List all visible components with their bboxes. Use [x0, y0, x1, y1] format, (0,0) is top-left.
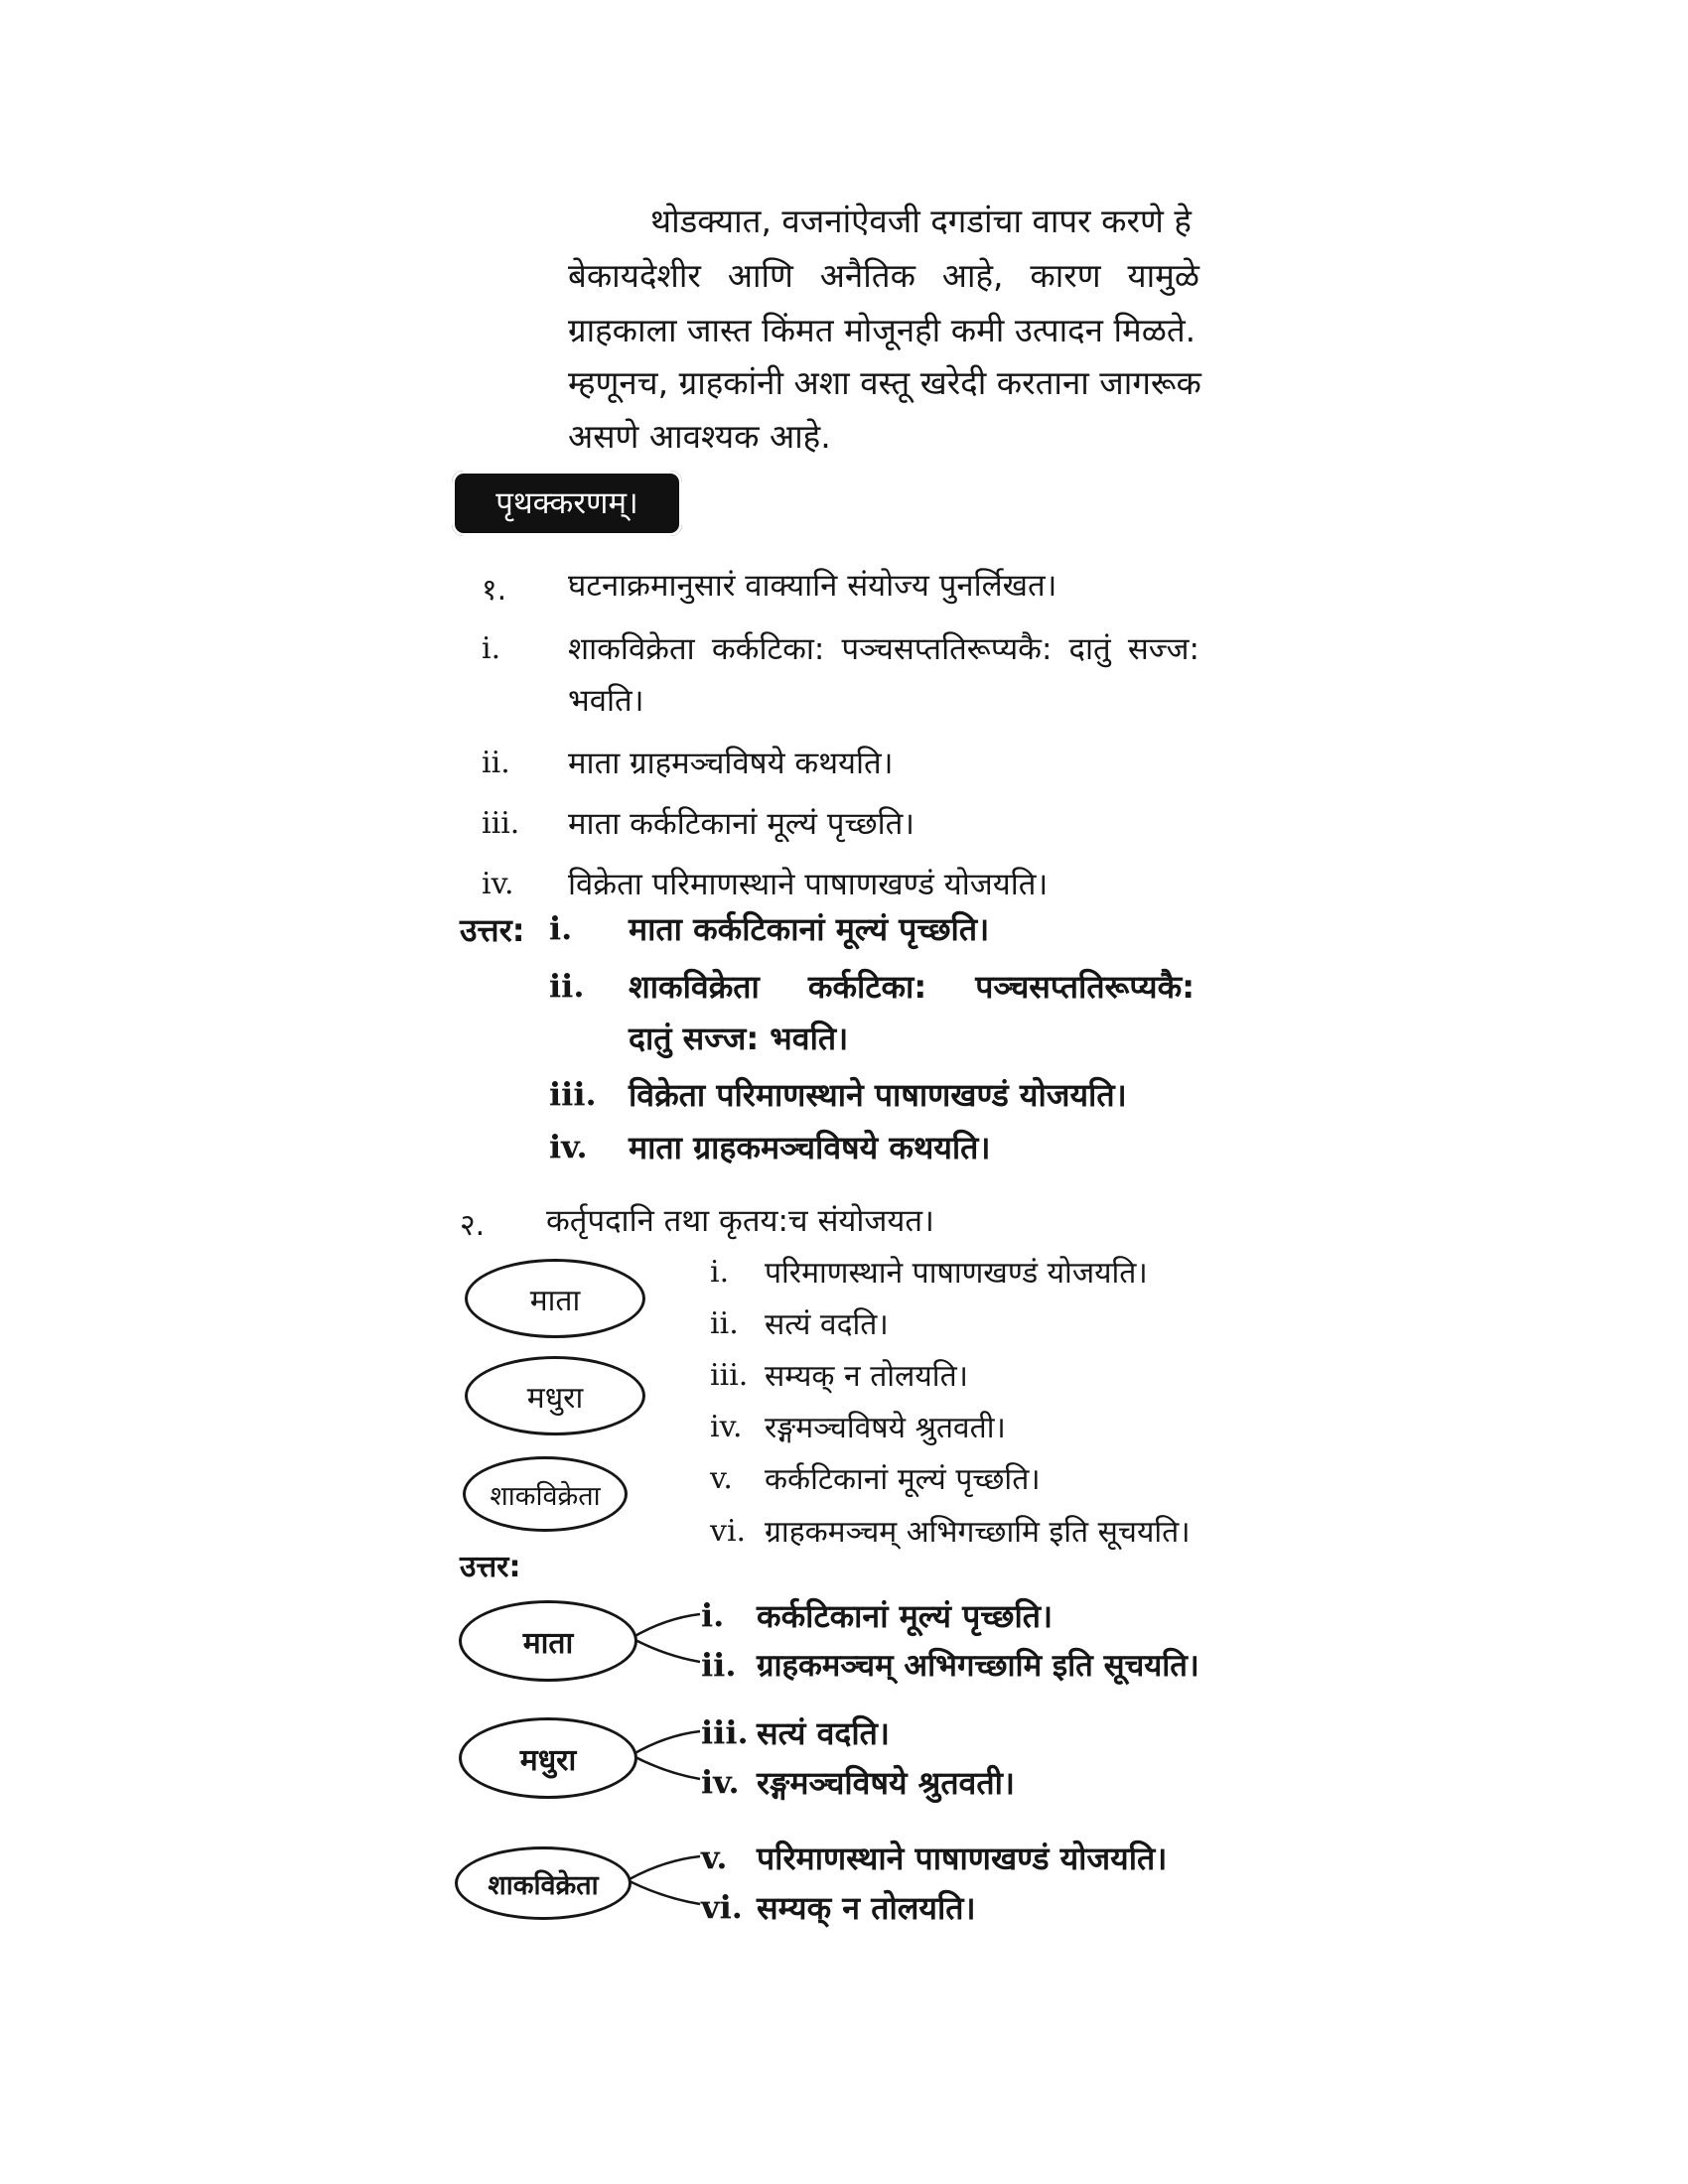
answer-number: i.	[549, 909, 573, 947]
question-text: घटनाक्रमानुसारं वाक्यानि संयोज्य पुनर्लिखत।	[568, 568, 1057, 604]
option-text: सम्यक् न तोलयति।	[765, 1359, 969, 1394]
answer-text: विक्रेता परिमाणस्थाने पाषाणखण्डं योजयति।	[629, 1076, 1127, 1114]
option-text: परिमाणस्थाने पाषाणखण्डं योजयति।	[765, 1256, 1148, 1291]
answer-number: ii.	[549, 967, 585, 1005]
option-number: vi.	[710, 1514, 747, 1549]
item-number: i.	[482, 631, 501, 666]
answer-number: iv.	[549, 1128, 588, 1165]
option-number: iv.	[710, 1410, 743, 1444]
answer-text: सत्यं वदति।	[757, 1714, 891, 1752]
paragraph-line: ग्राहकाला जास्त किंमत मोजूनही कमी उत्पादन मिळते.	[568, 311, 1196, 349]
question-number: १.	[482, 573, 507, 608]
section-title: पृथक्करणम्।	[452, 471, 682, 536]
answer-text: दातुं सज्ज: भवति।	[629, 1020, 849, 1057]
option-text: रङ्गमञ्चविषये श्रुतवती।	[765, 1411, 1006, 1445]
answer-subject-ellipse: शाकविक्रेता	[455, 1846, 632, 1920]
answer-text: शाकविक्रेता कर्कटिका: पञ्चसप्ततिरूप्यकै:	[629, 968, 1195, 1006]
option-text: ग्राहकमञ्चम् अभिगच्छामि इति सूचयति।	[765, 1515, 1191, 1550]
answer-number: ii.	[701, 1646, 737, 1684]
item-text: माता ग्राहमञ्चविषये कथयति।	[568, 746, 894, 781]
answer-text: सम्यक् न तोलयति।	[757, 1889, 976, 1927]
answer-text: ग्राहकमञ्चम् अभिगच्छामि इति सूचयति।	[757, 1648, 1199, 1684]
connector-line	[628, 1856, 700, 1880]
subject-ellipse: माता	[465, 1259, 645, 1338]
answer-number: vi.	[701, 1888, 743, 1926]
answer-number: iii.	[549, 1075, 597, 1113]
option-text: कर्कटिकानां मूल्यं पृच्छति।	[765, 1462, 1041, 1497]
answer-text: माता ग्राहकमञ्चविषये कथयति।	[629, 1129, 991, 1166]
paragraph-line: असणे आवश्यक आहे.	[568, 417, 831, 456]
answer-number: v.	[701, 1839, 728, 1876]
question-number: २.	[460, 1208, 486, 1243]
item-text: माता कर्कटिकानां मूल्यं पृच्छति।	[568, 806, 915, 842]
item-text: भवति।	[568, 683, 644, 719]
answer-text: माता कर्कटिकानां मूल्यं पृच्छति।	[629, 910, 990, 948]
answer-label: उत्तर:	[460, 911, 525, 949]
connector-line	[632, 1638, 700, 1662]
subject-ellipse: शाकविक्रेता	[463, 1456, 628, 1532]
question-text: कर्तृपदानि तथा कृतय:च संयोजयत।	[546, 1203, 934, 1239]
connector-line	[632, 1614, 700, 1638]
subject-ellipse: मधुरा	[465, 1356, 645, 1435]
option-number: iii.	[710, 1358, 749, 1393]
answer-label: उत्तर:	[460, 1550, 521, 1584]
answer-text: परिमाणस्थाने पाषाणखण्डं योजयति।	[757, 1840, 1168, 1877]
answer-number: iv.	[701, 1763, 740, 1801]
item-number: iii.	[482, 806, 520, 841]
paragraph-line: बेकायदेशीर आणि अनैतिक आहे, कारण यामुळे	[568, 256, 1199, 295]
item-number: ii.	[482, 746, 510, 780]
paragraph-line: थोडक्यात, वजनांऐवजी दगडांचा वापर करणे हे	[650, 202, 1192, 240]
answer-text: कर्कटिकानां मूल्यं पृच्छति।	[757, 1597, 1054, 1635]
connector-line	[632, 1731, 700, 1755]
answer-number: iii.	[701, 1713, 749, 1751]
item-number: iv.	[482, 867, 514, 901]
option-text: सत्यं वदति।	[765, 1307, 889, 1342]
item-text: विक्रेता परिमाणस्थाने पाषाणखण्डं योजयति।	[568, 867, 1049, 902]
option-number: ii.	[710, 1306, 739, 1341]
connector-line	[632, 1755, 700, 1779]
connector-line	[628, 1880, 700, 1904]
paragraph-line: म्हणूनच, ग्राहकांनी अशा वस्तू खरेदी करताना जागरूक	[568, 363, 1201, 402]
answer-number: i.	[701, 1596, 725, 1634]
item-text: शाकविक्रेता कर्कटिका: पञ्चसप्ततिरूप्यकै: दातुं सज्ज:	[568, 631, 1199, 667]
option-number: v.	[710, 1461, 733, 1496]
option-number: i.	[710, 1255, 730, 1290]
answer-subject-ellipse: मधुरा	[459, 1717, 637, 1799]
answer-subject-ellipse: माता	[459, 1600, 637, 1682]
answer-text: रङ्गमञ्चविषये श्रुतवती।	[757, 1764, 1016, 1802]
